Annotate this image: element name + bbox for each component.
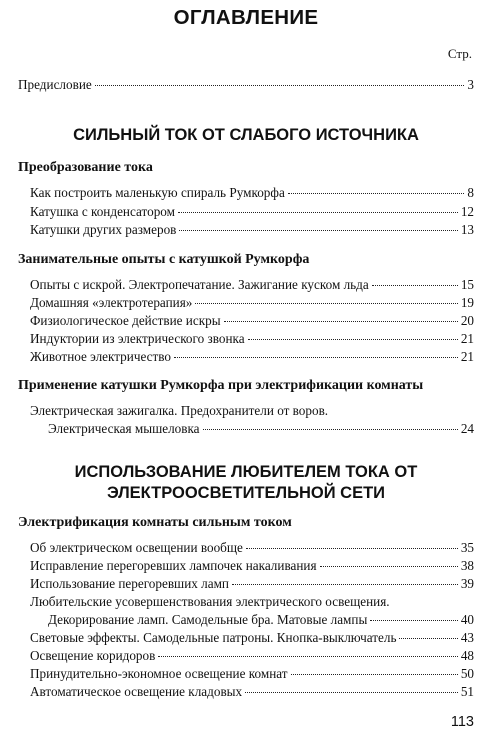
entry-text: Катушка с конденсатором [30, 204, 175, 219]
toc-entry[interactable] [30, 185, 474, 203]
entry-page: 43 [460, 630, 474, 645]
dot-leader [158, 656, 457, 657]
dot-leader [174, 357, 458, 358]
dot-leader [245, 692, 458, 693]
toc-entry[interactable] [30, 648, 474, 666]
chapter-title: Преобразование тока [18, 160, 153, 175]
entry-text: Предисловие [18, 77, 92, 92]
entry-text: Животное электричество [30, 349, 171, 364]
toc-entry[interactable] [30, 684, 474, 702]
entry-page: 20 [460, 313, 474, 328]
dot-leader [203, 429, 458, 430]
entry-page: 19 [460, 295, 474, 310]
toc-entry[interactable] [48, 612, 474, 630]
toc-entry[interactable] [30, 313, 474, 331]
dot-leader [178, 212, 458, 213]
dot-leader [399, 638, 457, 639]
toc-entry[interactable] [30, 277, 474, 295]
entry-page: 15 [460, 277, 474, 292]
chapter-title: Применение катушки Румкорфа при электрификации комнаты [18, 378, 424, 393]
toc-entry[interactable] [30, 666, 474, 684]
entry-page: 39 [460, 576, 474, 591]
entry-page: 50 [460, 666, 474, 681]
toc-entry[interactable] [30, 222, 474, 240]
chapter-title: Занимательные опыты с катушкой Румкорфа [18, 252, 310, 267]
part-title: СИЛЬНЫЙ ТОК ОТ СЛАБОГО ИСТОЧНИКА [73, 126, 419, 144]
entry-text: Опыты с искрой. Электропечатание. Зажигание куском льда [30, 277, 369, 292]
toc-entry[interactable] [30, 295, 474, 313]
toc-entry[interactable] [48, 421, 474, 439]
page-title: ОГЛАВЛЕНИЕ [173, 6, 319, 29]
entry-text: Катушки других размеров [30, 222, 177, 237]
entry-page: 40 [460, 612, 474, 627]
entry-text: Освещение коридоров [30, 648, 156, 663]
part-title-line2: ЭЛЕКТРООСВЕТИТЕЛЬНОЙ СЕТИ [106, 484, 386, 502]
toc-entry[interactable] [30, 349, 474, 367]
entry-page: 38 [460, 558, 474, 573]
entry-text-line1: Электрическая зажигалка. Предохранители от воров. [30, 403, 329, 418]
entry-text: Световые эффекты. Самодельные патроны. Кнопка-выключатель [30, 630, 397, 645]
toc-entry[interactable] [30, 630, 474, 648]
entry-text: Как построить маленькую спираль Румкорфа [30, 185, 285, 200]
entry-page: 21 [460, 349, 474, 364]
entry-page: 35 [460, 540, 474, 555]
dot-leader [248, 339, 458, 340]
entry-text: Декорирование ламп. Самодельные бра. Матовые лампы [48, 612, 368, 627]
part-title-line1: ИСПОЛЬЗОВАНИЕ ЛЮБИТЕЛЕМ ТОКА ОТ [74, 463, 418, 481]
toc-entry[interactable] [30, 576, 474, 594]
entry-page: 13 [460, 222, 474, 237]
dot-leader [232, 584, 458, 585]
toc-entry[interactable] [30, 331, 474, 349]
dot-leader [246, 548, 458, 549]
entry-page: 51 [460, 684, 474, 699]
entry-text: Автоматическое освещение кладовых [30, 684, 243, 699]
entry-text: Об электрическом освещении вообще [30, 540, 243, 555]
entry-text: Домашняя «электротерапия» [30, 295, 193, 310]
dot-leader [372, 285, 458, 286]
page-number: 113 [450, 714, 474, 730]
chapter-title: Электрификация комнаты сильным током [18, 515, 292, 530]
entry-page: 24 [460, 421, 474, 436]
dot-leader [179, 230, 457, 231]
entry-text-line1: Любительские усовершенствования электрического освещения. [30, 594, 390, 609]
entry-page: 8 [467, 185, 474, 200]
entry-text: Принудительно-экономное освещение комнат [30, 666, 288, 681]
entry-page: 3 [467, 77, 474, 92]
entry-text: Исправление перегоревших лампочек накаливания [30, 558, 317, 573]
page-column-label: Стр. [447, 46, 472, 61]
toc-entry[interactable] [30, 558, 474, 576]
entry-page: 12 [460, 204, 474, 219]
entry-text: Индуктории из электрического звонка [30, 331, 245, 346]
toc-entry-preface[interactable] [18, 77, 474, 95]
entry-page: 21 [460, 331, 474, 346]
toc-entry[interactable] [30, 540, 474, 558]
dot-leader [320, 566, 458, 567]
entry-text: Использование перегоревших ламп [30, 576, 229, 591]
entry-text: Электрическая мышеловка [48, 421, 200, 436]
dot-leader [291, 674, 458, 675]
dot-leader [95, 85, 465, 86]
entry-page: 48 [460, 648, 474, 663]
dot-leader [224, 321, 458, 322]
dot-leader [370, 620, 457, 621]
dot-leader [195, 303, 457, 304]
toc-entry[interactable] [30, 204, 474, 222]
entry-text: Физиологическое действие искры [30, 313, 221, 328]
dot-leader [288, 193, 465, 194]
